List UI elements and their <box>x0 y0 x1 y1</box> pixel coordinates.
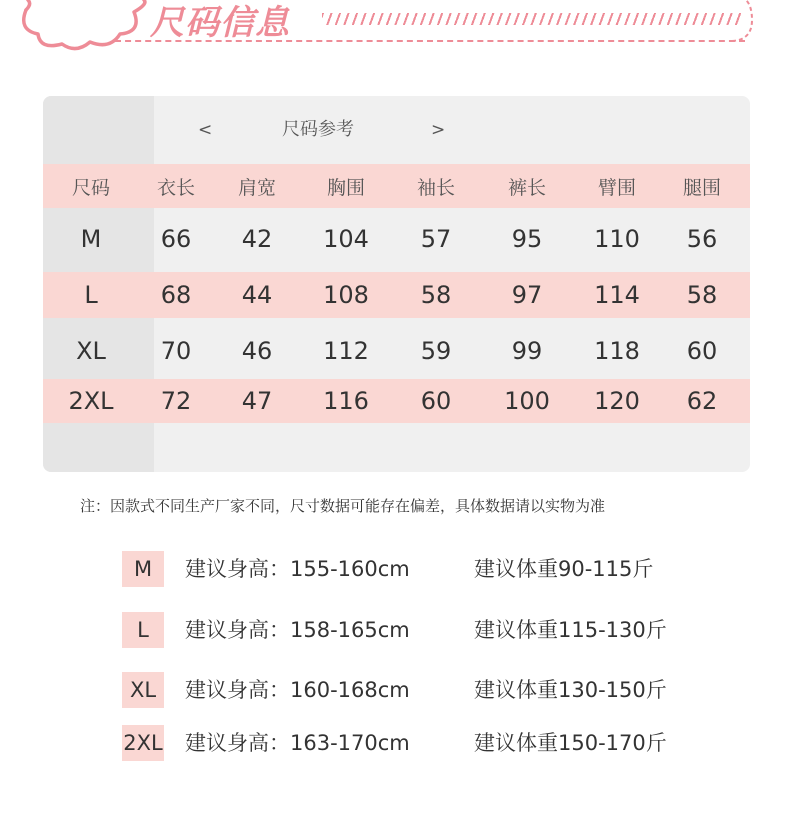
cell-size: L <box>84 281 98 309</box>
title-corner-curve <box>730 0 760 44</box>
cell-size: M <box>80 225 102 253</box>
cell-size: 2XL <box>68 387 114 415</box>
table-row <box>43 272 750 318</box>
cell: 66 <box>160 225 192 253</box>
cell: 60 <box>686 337 718 365</box>
disclaimer-note: 注：因款式不同生产厂家不同，尺寸数据可能存在偏差，具体数据请以实物为准 <box>80 497 606 515</box>
header-chest: 胸围 <box>326 176 366 199</box>
cell: 44 <box>241 281 273 309</box>
cell: 114 <box>594 281 640 309</box>
header-leg: 腿围 <box>682 176 722 199</box>
header-arm: 臂围 <box>597 176 637 199</box>
cell: 116 <box>323 387 369 415</box>
cell: 100 <box>504 387 550 415</box>
recommended-height: 建议身高：163-170cm <box>185 731 410 755</box>
cell: 95 <box>511 225 543 253</box>
cell: 72 <box>160 387 192 415</box>
table-nav <box>154 96 750 164</box>
cell: 57 <box>420 225 452 253</box>
cell: 70 <box>160 337 192 365</box>
recommended-weight: 建议体重150-170斤 <box>474 731 667 755</box>
recommended-height: 建议身高：158-165cm <box>185 618 410 642</box>
cell: 108 <box>323 281 369 309</box>
section-header <box>0 0 790 60</box>
size-badge: M <box>122 551 164 587</box>
size-badge: L <box>122 612 164 648</box>
cell: 120 <box>594 387 640 415</box>
table-row <box>43 379 750 423</box>
recommended-weight: 建议体重115-130斤 <box>474 618 667 642</box>
cell: 42 <box>241 225 273 253</box>
size-badge: 2XL <box>122 725 164 761</box>
prev-arrow-icon[interactable]: < <box>198 120 213 140</box>
header-size: 尺码 <box>71 176 111 199</box>
recommendation-row <box>0 610 790 650</box>
header-shoulder: 肩宽 <box>237 176 277 199</box>
table-row <box>43 212 750 266</box>
header-sleeve: 袖长 <box>416 176 456 199</box>
header-pants: 裤长 <box>507 176 547 199</box>
cell: 56 <box>686 225 718 253</box>
table-title: 尺码参考 <box>282 119 354 140</box>
title-underline <box>115 40 745 42</box>
cell: 99 <box>511 337 543 365</box>
cell: 59 <box>420 337 452 365</box>
recommended-height: 建议身高：160-168cm <box>185 678 410 702</box>
cell: 104 <box>323 225 369 253</box>
cell: 68 <box>160 281 192 309</box>
recommendation-row <box>0 549 790 589</box>
cell: 97 <box>511 281 543 309</box>
title-stripes <box>322 13 742 25</box>
cell: 112 <box>323 337 369 365</box>
section-title: 尺码信息 <box>150 3 290 43</box>
size-badge: XL <box>122 672 164 708</box>
cell: 110 <box>594 225 640 253</box>
cell: 47 <box>241 387 273 415</box>
cell: 60 <box>420 387 452 415</box>
recommendation-row <box>0 670 790 710</box>
table-row <box>43 324 750 378</box>
size-table <box>43 96 750 472</box>
cell: 118 <box>594 337 640 365</box>
recommendation-row <box>0 723 790 763</box>
cell: 58 <box>686 281 718 309</box>
next-arrow-icon[interactable]: > <box>431 120 446 140</box>
recommended-weight: 建议体重130-150斤 <box>474 678 667 702</box>
table-header-row <box>43 164 750 208</box>
cloud-icon <box>18 0 148 52</box>
cell: 62 <box>686 387 718 415</box>
cell: 58 <box>420 281 452 309</box>
recommended-weight: 建议体重90-115斤 <box>474 557 654 581</box>
header-length: 衣长 <box>156 176 196 199</box>
cell-size: XL <box>76 337 106 365</box>
cell: 46 <box>241 337 273 365</box>
recommended-height: 建议身高：155-160cm <box>185 557 410 581</box>
